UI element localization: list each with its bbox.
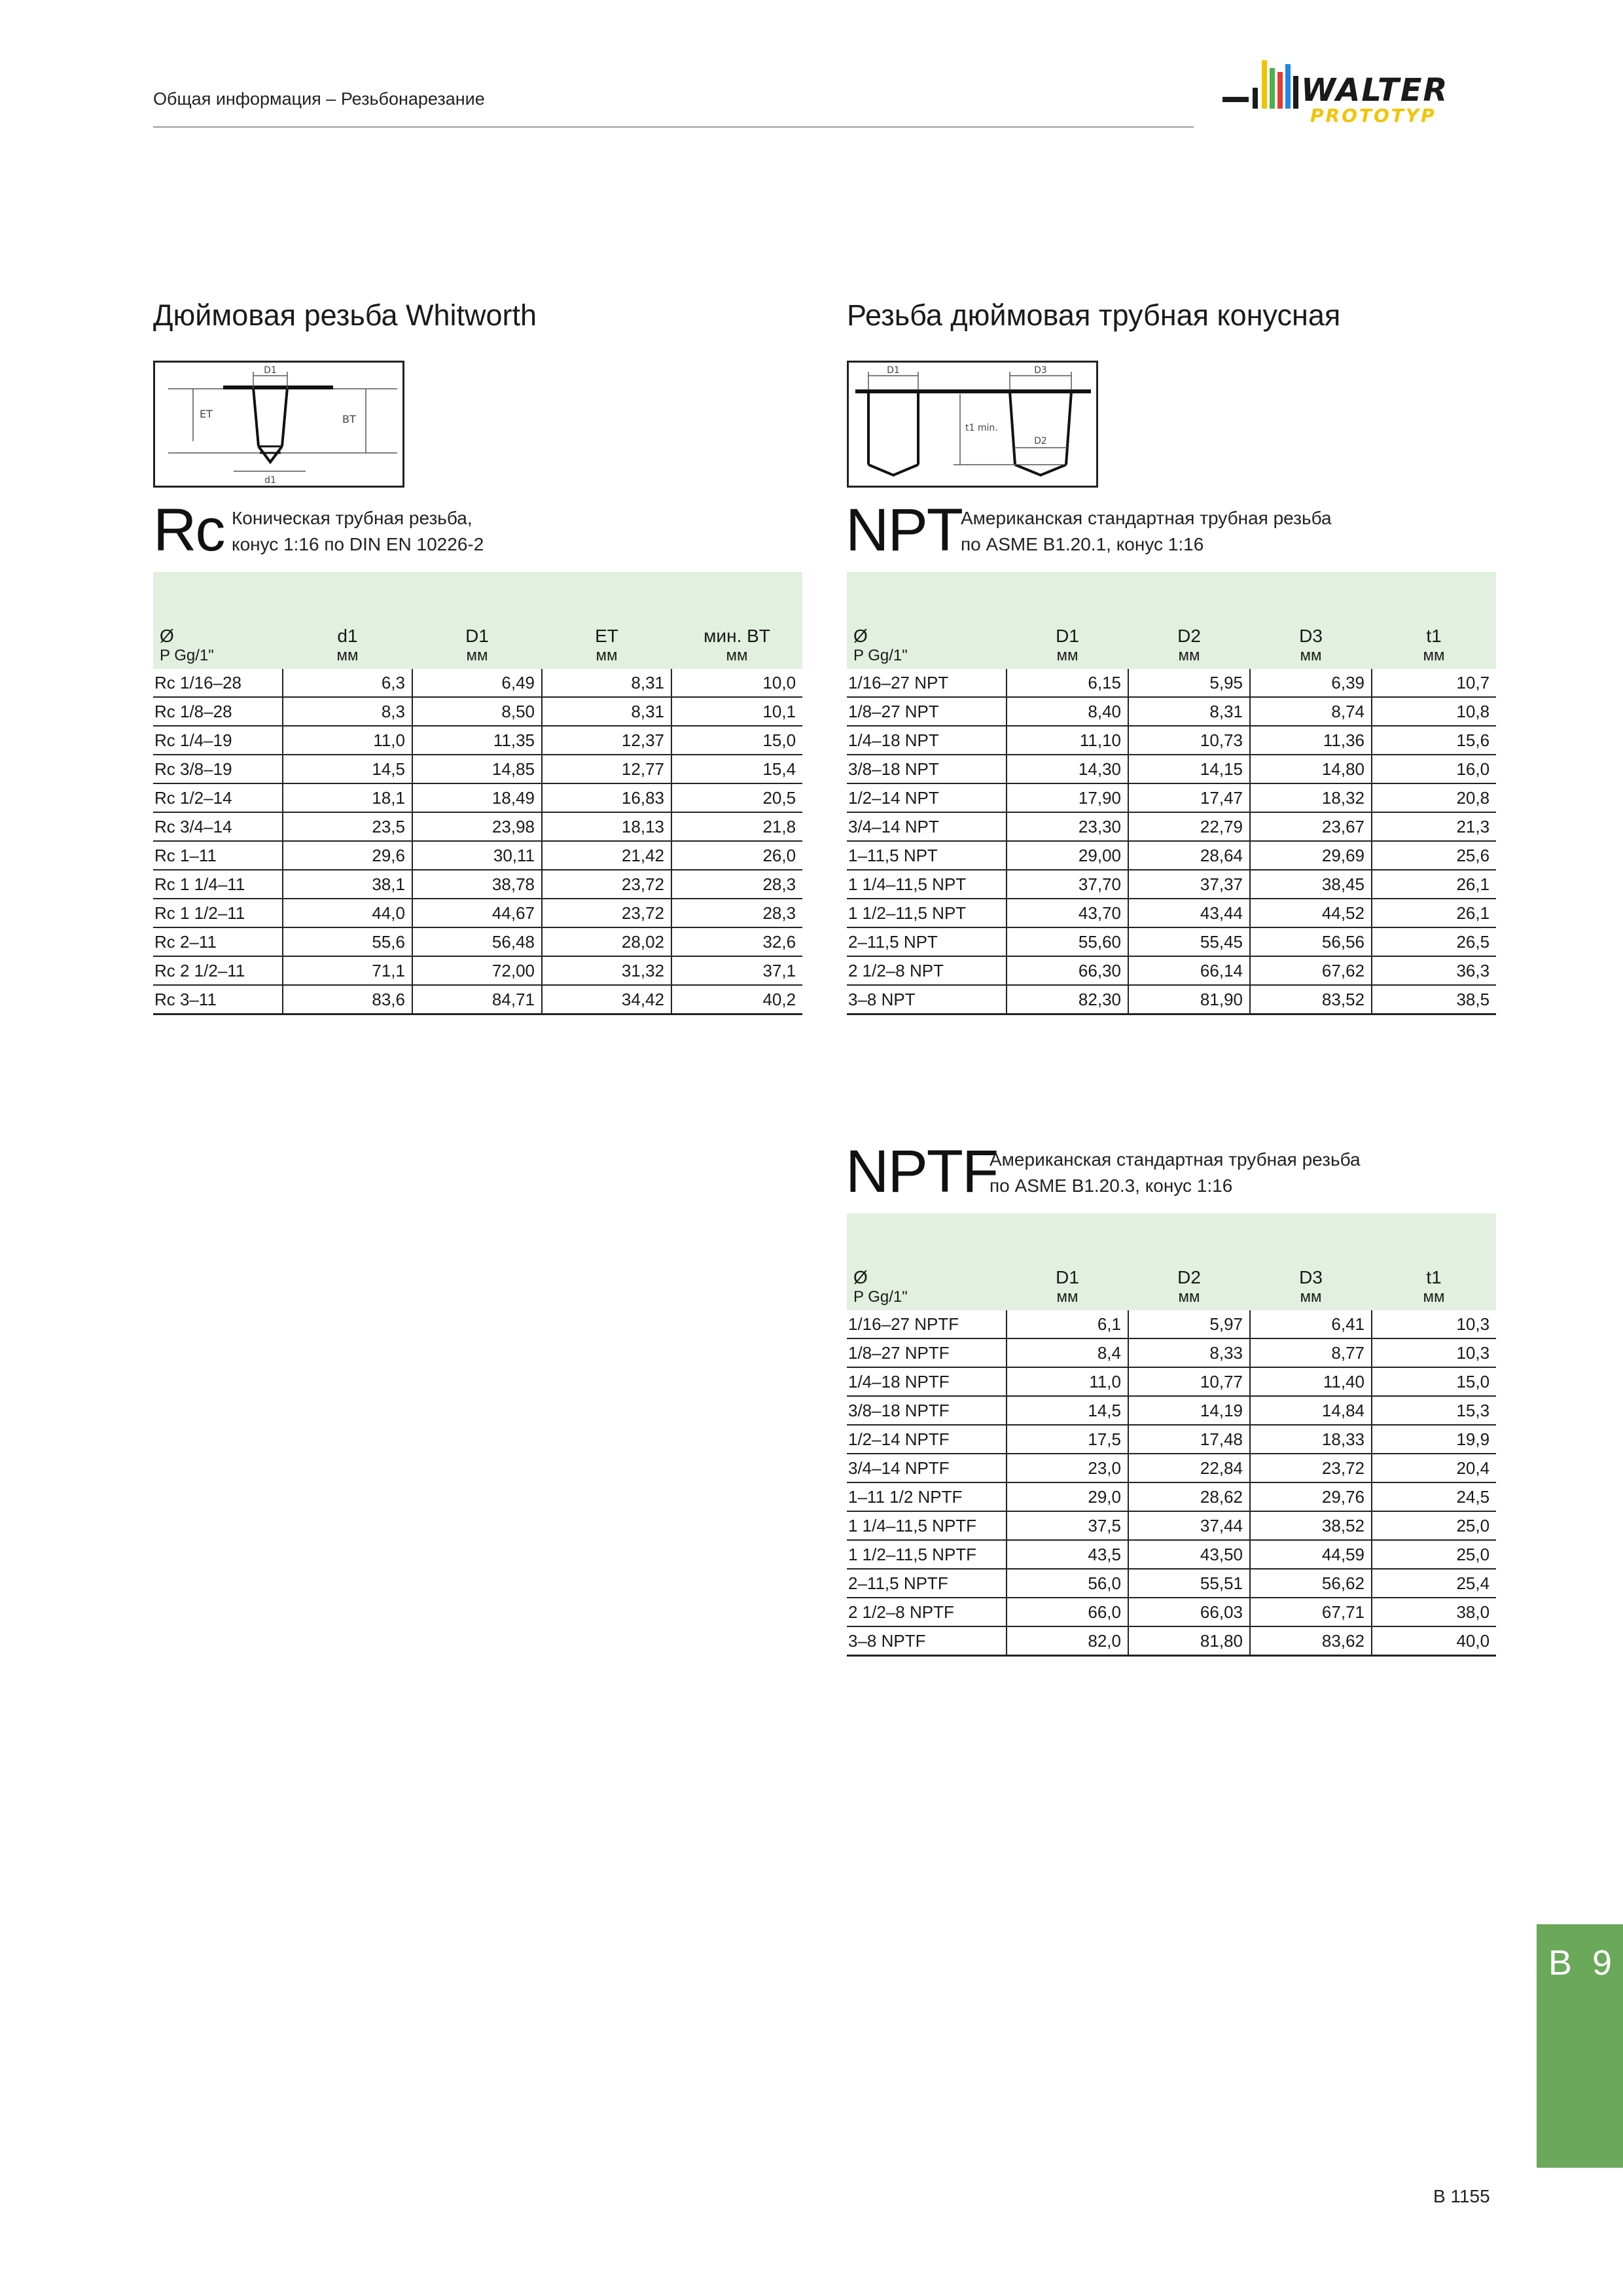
value-cell: 6,15 xyxy=(1007,669,1128,697)
value-cell: 37,1 xyxy=(671,956,802,985)
value-cell: 8,3 xyxy=(283,697,412,726)
thread-designation-cell: Rc 1/8–28 xyxy=(153,697,283,726)
value-cell: 56,48 xyxy=(412,927,542,956)
logo-subtext: PROTOTYP xyxy=(1310,105,1436,126)
value-cell: 55,51 xyxy=(1128,1569,1250,1598)
value-cell: 25,6 xyxy=(1372,841,1496,870)
thread-designation-cell: Rc 1–11 xyxy=(153,841,283,870)
column-header: D3 xyxy=(1250,1266,1372,1288)
value-cell: 29,00 xyxy=(1007,841,1128,870)
value-cell: 17,90 xyxy=(1007,783,1128,812)
table-row xyxy=(847,1598,1496,1626)
value-cell: 17,5 xyxy=(1007,1425,1128,1454)
column-unit: мм xyxy=(1372,1288,1496,1310)
table-row xyxy=(847,726,1496,755)
table-row xyxy=(847,1367,1496,1396)
column-unit: мм xyxy=(412,647,542,669)
value-cell: 8,77 xyxy=(1250,1338,1372,1367)
value-cell: 25,4 xyxy=(1372,1569,1496,1598)
column-header: D1 xyxy=(1007,1266,1128,1288)
value-cell: 10,8 xyxy=(1372,697,1496,726)
value-cell: 18,49 xyxy=(412,783,542,812)
value-cell: 67,71 xyxy=(1250,1598,1372,1626)
value-cell: 55,45 xyxy=(1128,927,1250,956)
npt-diagram xyxy=(847,361,1098,488)
value-cell: 8,74 xyxy=(1250,697,1372,726)
thread-designation-cell: Rc 1/16–28 xyxy=(153,669,283,697)
thread-designation-cell: 1/2–14 NPT xyxy=(847,783,1007,812)
table-row xyxy=(153,956,802,985)
value-cell: 37,70 xyxy=(1007,870,1128,899)
value-cell: 43,44 xyxy=(1128,899,1250,927)
column-unit: мм xyxy=(1250,647,1372,669)
diagram-label-et: ET xyxy=(200,408,213,420)
value-cell: 32,6 xyxy=(671,927,802,956)
thread-designation-cell: 1/16–27 NPTF xyxy=(847,1310,1007,1338)
section-side-tab-label: B 9 xyxy=(1548,1943,1618,1982)
diagram-label-bt: BT xyxy=(342,413,356,425)
column-unit: P Gg/1" xyxy=(847,1288,1007,1310)
value-cell: 10,7 xyxy=(1372,669,1496,697)
value-cell: 83,6 xyxy=(283,985,412,1014)
value-cell: 43,50 xyxy=(1128,1540,1250,1569)
column-unit: мм xyxy=(1372,647,1496,669)
table-row xyxy=(847,1454,1496,1482)
value-cell: 10,3 xyxy=(1372,1310,1496,1338)
value-cell: 8,31 xyxy=(1128,697,1250,726)
thread-designation-cell: Rc 1/2–14 xyxy=(153,783,283,812)
value-cell: 18,33 xyxy=(1250,1425,1372,1454)
thread-designation-cell: Rc 3/4–14 xyxy=(153,812,283,841)
npt-diagram-label-d3: D3 xyxy=(1034,365,1047,376)
value-cell: 44,52 xyxy=(1250,899,1372,927)
table-row xyxy=(153,985,802,1014)
table-row xyxy=(847,755,1496,783)
value-cell: 20,5 xyxy=(671,783,802,812)
table-row xyxy=(847,899,1496,927)
column-header: мин. BT xyxy=(671,624,802,647)
table-row xyxy=(847,985,1496,1014)
value-cell: 22,84 xyxy=(1128,1454,1250,1482)
value-cell: 14,15 xyxy=(1128,755,1250,783)
table-row xyxy=(153,726,802,755)
column-header: ET xyxy=(542,624,671,647)
thread-designation-cell: 1/4–18 NPTF xyxy=(847,1367,1007,1396)
value-cell: 12,37 xyxy=(542,726,671,755)
whitworth-diagram xyxy=(153,361,404,488)
value-cell: 72,00 xyxy=(412,956,542,985)
value-cell: 23,67 xyxy=(1250,812,1372,841)
value-cell: 30,11 xyxy=(412,841,542,870)
table-row xyxy=(153,697,802,726)
value-cell: 10,1 xyxy=(671,697,802,726)
value-cell: 15,4 xyxy=(671,755,802,783)
value-cell: 25,0 xyxy=(1372,1511,1496,1540)
value-cell: 19,9 xyxy=(1372,1425,1496,1454)
value-cell: 83,52 xyxy=(1250,985,1372,1014)
value-cell: 11,10 xyxy=(1007,726,1128,755)
value-cell: 6,3 xyxy=(283,669,412,697)
value-cell: 44,59 xyxy=(1250,1540,1372,1569)
value-cell: 11,0 xyxy=(1007,1367,1128,1396)
thread-designation-cell: Rc 1 1/2–11 xyxy=(153,899,283,927)
value-cell: 20,4 xyxy=(1372,1454,1496,1482)
value-cell: 38,78 xyxy=(412,870,542,899)
value-cell: 66,30 xyxy=(1007,956,1128,985)
value-cell: 38,0 xyxy=(1372,1598,1496,1626)
column-header: D1 xyxy=(412,624,542,647)
value-cell: 23,0 xyxy=(1007,1454,1128,1482)
value-cell: 12,77 xyxy=(542,755,671,783)
thread-designation-cell: 3–8 NPT xyxy=(847,985,1007,1014)
page-header-title: Общая информация – Резьбонарезание xyxy=(153,89,485,109)
table-row xyxy=(153,899,802,927)
value-cell: 29,0 xyxy=(1007,1482,1128,1511)
thread-designation-cell: 1–11 1/2 NPTF xyxy=(847,1482,1007,1511)
value-cell: 8,50 xyxy=(412,697,542,726)
column-unit: мм xyxy=(1128,1288,1250,1310)
column-unit: мм xyxy=(283,647,412,669)
value-cell: 28,02 xyxy=(542,927,671,956)
walter-prototyp-logo xyxy=(1219,56,1493,135)
value-cell: 44,0 xyxy=(283,899,412,927)
value-cell: 11,36 xyxy=(1250,726,1372,755)
value-cell: 5,95 xyxy=(1128,669,1250,697)
value-cell: 37,37 xyxy=(1128,870,1250,899)
value-cell: 11,40 xyxy=(1250,1367,1372,1396)
left-section-title: Дюймовая резьба Whitworth xyxy=(153,298,537,332)
value-cell: 17,48 xyxy=(1128,1425,1250,1454)
value-cell: 6,41 xyxy=(1250,1310,1372,1338)
value-cell: 26,1 xyxy=(1372,899,1496,927)
value-cell: 17,47 xyxy=(1128,783,1250,812)
value-cell: 40,0 xyxy=(1372,1626,1496,1656)
value-cell: 38,52 xyxy=(1250,1511,1372,1540)
right-section-title: Резьба дюймовая трубная конусная xyxy=(847,298,1341,332)
value-cell: 24,5 xyxy=(1372,1482,1496,1511)
table-row xyxy=(847,1626,1496,1656)
thread-designation-cell: 2–11,5 NPT xyxy=(847,927,1007,956)
column-header: Ø xyxy=(153,624,283,647)
value-cell: 11,35 xyxy=(412,726,542,755)
value-cell: 44,67 xyxy=(412,899,542,927)
value-cell: 21,3 xyxy=(1372,812,1496,841)
value-cell: 28,64 xyxy=(1128,841,1250,870)
value-cell: 16,0 xyxy=(1372,755,1496,783)
column-unit: мм xyxy=(542,647,671,669)
thread-designation-cell: 3/4–14 NPT xyxy=(847,812,1007,841)
value-cell: 29,76 xyxy=(1250,1482,1372,1511)
column-header: d1 xyxy=(283,624,412,647)
value-cell: 18,13 xyxy=(542,812,671,841)
column-header: D2 xyxy=(1128,1266,1250,1288)
table-row xyxy=(153,841,802,870)
table-row xyxy=(847,1569,1496,1598)
table-row xyxy=(847,1310,1496,1338)
rc-code: Rc xyxy=(153,497,224,564)
column-header: Ø xyxy=(847,1266,1007,1288)
diagram-label-d1-top: D1 xyxy=(264,365,277,376)
header-rule xyxy=(153,126,1194,128)
value-cell: 23,72 xyxy=(542,899,671,927)
value-cell: 6,39 xyxy=(1250,669,1372,697)
value-cell: 43,70 xyxy=(1007,899,1128,927)
column-unit: P Gg/1" xyxy=(153,647,283,669)
value-cell: 67,62 xyxy=(1250,956,1372,985)
value-cell: 5,97 xyxy=(1128,1310,1250,1338)
nptf-thread-table xyxy=(847,1213,1496,1657)
value-cell: 14,19 xyxy=(1128,1396,1250,1425)
value-cell: 28,3 xyxy=(671,899,802,927)
value-cell: 28,62 xyxy=(1128,1482,1250,1511)
value-cell: 8,31 xyxy=(542,697,671,726)
value-cell: 8,40 xyxy=(1007,697,1128,726)
column-unit: P Gg/1" xyxy=(847,647,1007,669)
thread-designation-cell: 2 1/2–8 NPTF xyxy=(847,1598,1007,1626)
table-row xyxy=(153,870,802,899)
table-row xyxy=(847,956,1496,985)
column-header: D1 xyxy=(1007,624,1128,647)
value-cell: 10,3 xyxy=(1372,1338,1496,1367)
npt-description-line1: Американская стандартная трубная резьба xyxy=(961,508,1332,528)
thread-designation-cell: 1 1/4–11,5 NPTF xyxy=(847,1511,1007,1540)
table-row xyxy=(153,755,802,783)
thread-designation-cell: 1–11,5 NPT xyxy=(847,841,1007,870)
table-row xyxy=(153,927,802,956)
value-cell: 56,56 xyxy=(1250,927,1372,956)
value-cell: 82,0 xyxy=(1007,1626,1128,1656)
table-row xyxy=(847,812,1496,841)
value-cell: 8,33 xyxy=(1128,1338,1250,1367)
thread-designation-cell: 1 1/2–11,5 NPTF xyxy=(847,1540,1007,1569)
thread-designation-cell: Rc 2–11 xyxy=(153,927,283,956)
value-cell: 40,2 xyxy=(671,985,802,1014)
nptf-code: NPTF xyxy=(846,1138,998,1205)
value-cell: 22,79 xyxy=(1128,812,1250,841)
table-row xyxy=(847,697,1496,726)
value-cell: 23,72 xyxy=(1250,1454,1372,1482)
value-cell: 23,98 xyxy=(412,812,542,841)
value-cell: 66,03 xyxy=(1128,1598,1250,1626)
column-unit: мм xyxy=(671,647,802,669)
table-row xyxy=(153,669,802,697)
value-cell: 56,62 xyxy=(1250,1569,1372,1598)
value-cell: 37,5 xyxy=(1007,1511,1128,1540)
npt-diagram-label-d2: D2 xyxy=(1034,436,1047,446)
rc-description-line1: Коническая трубная резьба, xyxy=(232,508,473,528)
table-row xyxy=(847,1396,1496,1425)
value-cell: 14,85 xyxy=(412,755,542,783)
table-row xyxy=(847,1511,1496,1540)
table-row xyxy=(847,1540,1496,1569)
thread-designation-cell: Rc 1/4–19 xyxy=(153,726,283,755)
value-cell: 15,3 xyxy=(1372,1396,1496,1425)
value-cell: 15,0 xyxy=(671,726,802,755)
value-cell: 14,5 xyxy=(1007,1396,1128,1425)
value-cell: 36,3 xyxy=(1372,956,1496,985)
thread-designation-cell: Rc 3–11 xyxy=(153,985,283,1014)
nptf-description-line2: по ASME B1.20.3, конус 1:16 xyxy=(990,1175,1233,1196)
value-cell: 14,5 xyxy=(283,755,412,783)
npt-diagram-label-t1: t1 min. xyxy=(965,423,998,433)
value-cell: 31,32 xyxy=(542,956,671,985)
value-cell: 6,1 xyxy=(1007,1310,1128,1338)
value-cell: 26,5 xyxy=(1372,927,1496,956)
value-cell: 43,5 xyxy=(1007,1540,1128,1569)
value-cell: 10,0 xyxy=(671,669,802,697)
section-side-tab xyxy=(1537,1924,1623,2168)
thread-designation-cell: Rc 1 1/4–11 xyxy=(153,870,283,899)
thread-designation-cell: 1/8–27 NPTF xyxy=(847,1338,1007,1367)
column-header: D3 xyxy=(1250,624,1372,647)
value-cell: 83,62 xyxy=(1250,1626,1372,1656)
thread-designation-cell: 1/4–18 NPT xyxy=(847,726,1007,755)
column-header: t1 xyxy=(1372,1266,1496,1288)
value-cell: 18,32 xyxy=(1250,783,1372,812)
value-cell: 15,6 xyxy=(1372,726,1496,755)
value-cell: 21,8 xyxy=(671,812,802,841)
nptf-description-line1: Американская стандартная трубная резьба xyxy=(990,1149,1361,1170)
npt-description-line2: по ASME B1.20.1, конус 1:16 xyxy=(961,534,1204,554)
value-cell: 14,80 xyxy=(1250,755,1372,783)
table-row xyxy=(847,1482,1496,1511)
value-cell: 29,69 xyxy=(1250,841,1372,870)
value-cell: 28,3 xyxy=(671,870,802,899)
thread-designation-cell: 3/8–18 NPT xyxy=(847,755,1007,783)
value-cell: 10,73 xyxy=(1128,726,1250,755)
column-header: Ø xyxy=(847,624,1007,647)
value-cell: 14,30 xyxy=(1007,755,1128,783)
value-cell: 37,44 xyxy=(1128,1511,1250,1540)
thread-designation-cell: 1/16–27 NPT xyxy=(847,669,1007,697)
value-cell: 38,45 xyxy=(1250,870,1372,899)
table-row xyxy=(153,812,802,841)
thread-designation-cell: Rc 2 1/2–11 xyxy=(153,956,283,985)
column-unit: мм xyxy=(1007,647,1128,669)
thread-designation-cell: 1/8–27 NPT xyxy=(847,697,1007,726)
thread-designation-cell: 3–8 NPTF xyxy=(847,1626,1007,1656)
value-cell: 11,0 xyxy=(283,726,412,755)
logo-text: WALTER xyxy=(1301,72,1449,109)
column-unit: мм xyxy=(1128,647,1250,669)
value-cell: 21,42 xyxy=(542,841,671,870)
thread-designation-cell: 2 1/2–8 NPT xyxy=(847,956,1007,985)
table-row xyxy=(847,1425,1496,1454)
table-row xyxy=(847,1338,1496,1367)
column-unit: мм xyxy=(1007,1288,1128,1310)
value-cell: 56,0 xyxy=(1007,1569,1128,1598)
value-cell: 6,49 xyxy=(412,669,542,697)
value-cell: 23,30 xyxy=(1007,812,1128,841)
table-row xyxy=(847,669,1496,697)
nptf-description xyxy=(990,1147,1361,1199)
value-cell: 71,1 xyxy=(283,956,412,985)
value-cell: 82,30 xyxy=(1007,985,1128,1014)
value-cell: 34,42 xyxy=(542,985,671,1014)
table-row xyxy=(847,927,1496,956)
thread-designation-cell: 1/2–14 NPTF xyxy=(847,1425,1007,1454)
page-number: B 1155 xyxy=(1433,2186,1490,2206)
value-cell: 29,6 xyxy=(283,841,412,870)
column-header: D2 xyxy=(1128,624,1250,647)
column-header: t1 xyxy=(1372,624,1496,647)
value-cell: 8,31 xyxy=(542,669,671,697)
value-cell: 55,6 xyxy=(283,927,412,956)
table-row xyxy=(847,783,1496,812)
value-cell: 38,5 xyxy=(1372,985,1496,1014)
npt-code: NPT xyxy=(846,497,962,564)
value-cell: 38,1 xyxy=(283,870,412,899)
value-cell: 55,60 xyxy=(1007,927,1128,956)
value-cell: 84,71 xyxy=(412,985,542,1014)
thread-designation-cell: 2–11,5 NPTF xyxy=(847,1569,1007,1598)
value-cell: 14,84 xyxy=(1250,1396,1372,1425)
diagram-label-d1-bottom: d1 xyxy=(264,475,276,486)
table-row xyxy=(847,870,1496,899)
value-cell: 20,8 xyxy=(1372,783,1496,812)
rc-description-line2: конус 1:16 по DIN EN 10226-2 xyxy=(232,534,484,554)
value-cell: 23,72 xyxy=(542,870,671,899)
value-cell: 81,80 xyxy=(1128,1626,1250,1656)
value-cell: 18,1 xyxy=(283,783,412,812)
thread-designation-cell: Rc 3/8–19 xyxy=(153,755,283,783)
value-cell: 66,0 xyxy=(1007,1598,1128,1626)
value-cell: 25,0 xyxy=(1372,1540,1496,1569)
thread-designation-cell: 3/8–18 NPTF xyxy=(847,1396,1007,1425)
value-cell: 16,83 xyxy=(542,783,671,812)
thread-designation-cell: 1 1/2–11,5 NPT xyxy=(847,899,1007,927)
value-cell: 10,77 xyxy=(1128,1367,1250,1396)
value-cell: 26,1 xyxy=(1372,870,1496,899)
value-cell: 81,90 xyxy=(1128,985,1250,1014)
rc-description xyxy=(232,505,484,558)
rc-thread-table xyxy=(153,572,802,1015)
thread-designation-cell: 3/4–14 NPTF xyxy=(847,1454,1007,1482)
npt-thread-table xyxy=(847,572,1496,1015)
value-cell: 26,0 xyxy=(671,841,802,870)
column-unit: мм xyxy=(1250,1288,1372,1310)
table-row xyxy=(847,841,1496,870)
npt-description xyxy=(961,505,1332,558)
table-row xyxy=(153,783,802,812)
value-cell: 8,4 xyxy=(1007,1338,1128,1367)
npt-diagram-label-d1: D1 xyxy=(887,365,900,376)
value-cell: 23,5 xyxy=(283,812,412,841)
value-cell: 15,0 xyxy=(1372,1367,1496,1396)
thread-designation-cell: 1 1/4–11,5 NPT xyxy=(847,870,1007,899)
value-cell: 66,14 xyxy=(1128,956,1250,985)
